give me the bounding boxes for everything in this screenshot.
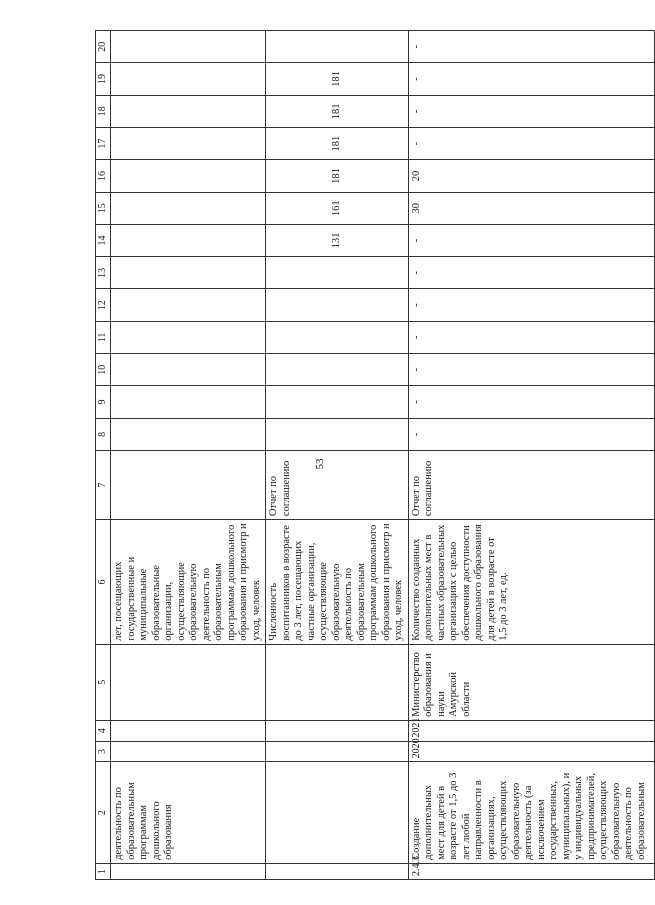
header-cell: 9 [96, 386, 111, 418]
header-cell: 13 [96, 257, 111, 289]
end-year-cell [266, 720, 409, 741]
value-cell [111, 418, 266, 450]
value-cell: 181 [266, 63, 409, 95]
header-cell: 2 [96, 762, 111, 864]
start-year-cell: 2020 [408, 741, 655, 762]
value-cell: - [408, 386, 655, 418]
executor-cell [266, 644, 409, 720]
value-cell [111, 127, 266, 159]
header-cell: 19 [96, 63, 111, 95]
table-row [111, 31, 266, 880]
value-cell [111, 63, 266, 95]
header-cell: 5 [96, 644, 111, 720]
start-year-cell [111, 741, 266, 762]
value-cell: - [408, 31, 655, 63]
executor-cell [111, 644, 266, 720]
header-cell: 20 [96, 31, 111, 63]
value-cell [266, 354, 409, 386]
table-row [408, 31, 655, 880]
value-cell: - [408, 289, 655, 321]
activity-cell [266, 762, 409, 864]
value-cell [266, 289, 409, 321]
start-year-cell [266, 741, 409, 762]
value-cell: 131 [266, 224, 409, 256]
value-cell [111, 321, 266, 353]
indicator-cell: Количество созданных дополнительных мест в частных образовательных организациях с целью обеспечения доступности дошкольного образования для детей в возрасте от 1,5 до 3 лет, ед. [408, 520, 655, 645]
header-cell: 11 [96, 321, 111, 353]
activity-cell: Создание дополнительных мест для детей в возрасте от 1,5 до 3 лет любой направленности в организациях, осуществляющих образовательную деятельность (за исключением государственных, муниципальных), и у индивидуальных предпринимателей, осуществляющих образовательную деятельность по образовательным [408, 762, 655, 864]
page-number: 53 [314, 458, 326, 470]
header-cell: 3 [96, 741, 111, 762]
row-number-cell [111, 863, 266, 879]
end-year-cell: 2021 [408, 720, 655, 741]
value-cell [266, 386, 409, 418]
value-cell [266, 31, 409, 63]
program-table [95, 30, 655, 880]
value-cell [111, 224, 266, 256]
end-year-cell [111, 720, 266, 741]
table-frame [95, 30, 655, 880]
value-cell [111, 95, 266, 127]
value-cell: - [408, 354, 655, 386]
value-cell [111, 31, 266, 63]
value-cell [266, 321, 409, 353]
value-cell: 20 [408, 160, 655, 192]
header-cell: 8 [96, 418, 111, 450]
header-cell: 4 [96, 720, 111, 741]
indicator-cell: Численность воспитанников в возрасте до 3 лет, посещающих частные организации, осуществляющие образовательную деятельность по образовательным программам дошкольного образования и присмотр и уход, человек [266, 520, 409, 645]
value-cell: - [408, 63, 655, 95]
source-cell: Отчет по соглашению [266, 450, 409, 519]
row-number-cell: 2.4.3. [408, 863, 655, 879]
source-cell: Отчет по соглашению [408, 450, 655, 519]
rotated-table-area [95, 30, 655, 880]
value-cell [111, 354, 266, 386]
header-cell: 7 [96, 450, 111, 519]
value-cell: 181 [266, 95, 409, 127]
header-cell: 6 [96, 520, 111, 645]
value-cell: - [408, 257, 655, 289]
header-cell: 16 [96, 160, 111, 192]
header-cell: 12 [96, 289, 111, 321]
row-number-cell [266, 863, 409, 879]
value-cell: - [408, 127, 655, 159]
value-cell [111, 289, 266, 321]
value-cell: 181 [266, 160, 409, 192]
value-cell [111, 386, 266, 418]
header-cell: 18 [96, 95, 111, 127]
value-cell: - [408, 418, 655, 450]
value-cell: 181 [266, 127, 409, 159]
value-cell [266, 418, 409, 450]
header-cell: 15 [96, 192, 111, 224]
value-cell [111, 257, 266, 289]
indicator-cell: лет, посещающих государственные и муниципальные образовательные организации, осуществляющие образовательную деятельность по образовательным программам дошкольного образования и присмотр и уход, человек [111, 520, 266, 645]
source-cell [111, 450, 266, 519]
value-cell: 30 [408, 192, 655, 224]
value-cell: - [408, 321, 655, 353]
header-cell: 17 [96, 127, 111, 159]
header-cell: 10 [96, 354, 111, 386]
header-cell: 1 [96, 863, 111, 879]
table-row [266, 31, 409, 880]
executor-cell: Министерство образования и науки Амурской области [408, 644, 655, 720]
value-cell: - [408, 224, 655, 256]
value-cell: 161 [266, 192, 409, 224]
header-cell: 14 [96, 224, 111, 256]
value-cell [111, 192, 266, 224]
value-cell: - [408, 95, 655, 127]
value-cell [111, 160, 266, 192]
value-cell [266, 257, 409, 289]
table-header-row [96, 31, 111, 880]
activity-cell: деятельность по образовательным программам дошкольного образования [111, 762, 266, 864]
